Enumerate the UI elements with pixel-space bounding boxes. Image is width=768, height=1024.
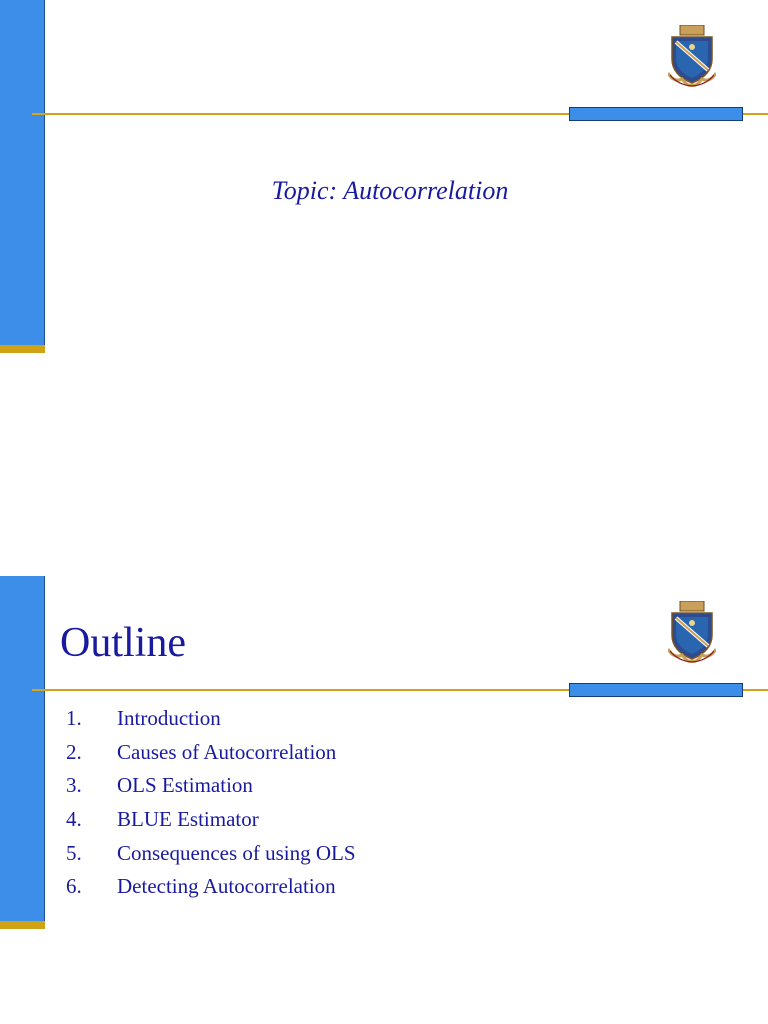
item-number: 3. bbox=[66, 773, 82, 798]
item-label: Consequences of using OLS bbox=[117, 840, 356, 865]
item-label: Causes of Autocorrelation bbox=[117, 739, 337, 764]
slide-outline bbox=[0, 576, 768, 1024]
list-item bbox=[66, 736, 356, 770]
list-item bbox=[66, 836, 356, 870]
sidebar-accent bbox=[0, 0, 45, 345]
item-number: 2. bbox=[66, 739, 82, 764]
page-title: Outline bbox=[60, 620, 186, 666]
university-crest-icon bbox=[668, 25, 716, 87]
item-number: 4. bbox=[66, 807, 82, 832]
list-item bbox=[66, 870, 356, 904]
item-label: Detecting Autocorrelation bbox=[117, 874, 336, 899]
list-item bbox=[66, 769, 356, 803]
sidebar-accent bbox=[0, 576, 45, 921]
slide-topic: Topic: Autocorrelation bbox=[271, 176, 509, 205]
item-number: 6. bbox=[66, 874, 82, 899]
sidebar-accent-foot bbox=[0, 921, 45, 929]
outline-list bbox=[66, 702, 356, 904]
item-number: 1. bbox=[66, 706, 82, 731]
sidebar-accent-foot bbox=[0, 345, 45, 353]
header-rule-block bbox=[569, 683, 743, 697]
list-item bbox=[66, 803, 356, 837]
item-number: 5. bbox=[66, 840, 82, 865]
header-rule-block bbox=[569, 107, 743, 121]
item-label: Introduction bbox=[117, 706, 221, 731]
item-label: OLS Estimation bbox=[117, 773, 253, 798]
list-item bbox=[66, 702, 356, 736]
university-crest-icon bbox=[668, 601, 716, 663]
item-label: BLUE Estimator bbox=[117, 807, 259, 832]
